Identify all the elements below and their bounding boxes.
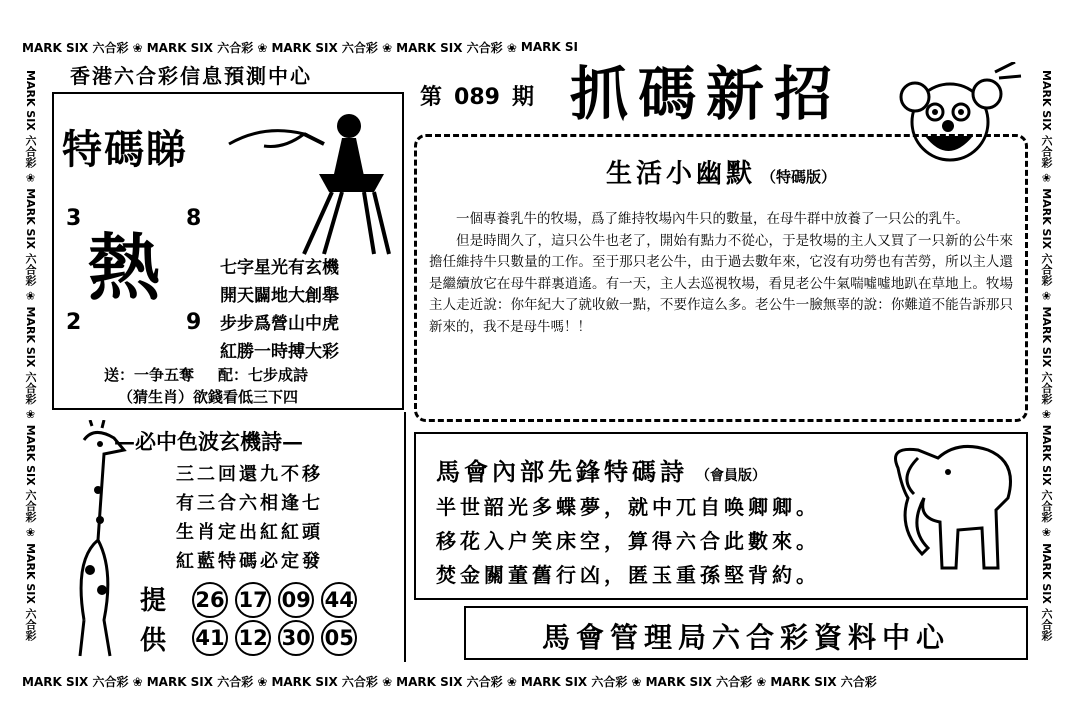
pioneer-header bbox=[436, 452, 766, 487]
strip-text: MARK SIX 六合彩 ❀ bbox=[271, 674, 393, 689]
strip-text: MARK SIX 六合彩 ❀ MARK SIX 六合彩 ❀ MARK SIX 六合彩 ❀ MARK SIX 六合彩 ❀ MARK SIX 六合彩 bbox=[1040, 70, 1053, 641]
poem-line: 步步爲營山中虎 bbox=[220, 314, 339, 334]
center-character: 熱 bbox=[88, 225, 161, 310]
humor-box bbox=[414, 134, 1028, 422]
strip-text: MARK SIX 六合彩 ❀ bbox=[520, 674, 642, 689]
poem-line: 紅藍特碼必定發 bbox=[176, 551, 323, 572]
number-ball: 41 bbox=[192, 620, 228, 656]
poem-line: 七字星光有玄機 bbox=[220, 258, 339, 278]
top-mark-six-strip bbox=[22, 36, 1058, 58]
humor-text bbox=[429, 209, 1013, 339]
numbers-row-2 bbox=[192, 620, 359, 656]
color-poem-box bbox=[52, 412, 406, 662]
send-match-line bbox=[104, 364, 308, 385]
humor-edition: （特碼版） bbox=[761, 168, 837, 186]
corner-number: 8 bbox=[186, 206, 202, 231]
strip-text: MARK SIX 六合彩 ❀ MARK SIX 六合彩 ❀ MARK SIX 六合彩 ❀ MARK SIX 六合彩 ❀ MARK SIX 六合彩 bbox=[24, 70, 37, 641]
poem-line: 三二回還九不移 bbox=[176, 464, 323, 485]
strip-text: MARK SIX 六合彩 ❀ bbox=[645, 674, 767, 689]
hot-code-title: 特碼睇 bbox=[62, 126, 188, 173]
strip-text: MARK SI bbox=[520, 40, 578, 54]
strip-text: MARK SIX 六合彩 ❀ bbox=[146, 40, 268, 55]
footer-text: 馬會管理局六合彩資料中心 bbox=[541, 621, 950, 654]
number-ball: 44 bbox=[321, 582, 357, 618]
bottom-mark-six-strip bbox=[22, 670, 1058, 692]
corner-number: 3 bbox=[66, 206, 82, 231]
strip-text: MARK SIX 六合彩 ❀ bbox=[271, 40, 393, 55]
poem-line: 開天闢地大創舉 bbox=[220, 286, 339, 306]
humor-header bbox=[417, 153, 1025, 190]
humor-title: 生活小幽默 bbox=[605, 159, 756, 189]
poem-line: 半世韶光多蝶夢，就中兀自唤卿卿。 bbox=[436, 495, 820, 519]
pioneer-title: 馬會內部先鋒特碼詩 bbox=[436, 457, 688, 486]
giraffe-illustration bbox=[54, 420, 134, 660]
number-ball: 17 bbox=[235, 582, 271, 618]
dancer-illustration bbox=[224, 104, 399, 264]
hot-poem bbox=[220, 254, 339, 366]
elephant-illustration bbox=[878, 438, 1023, 588]
strip-text: MARK SIX 六合彩 bbox=[770, 674, 877, 689]
guess-label: （猜生肖）欲錢看低三下四 bbox=[118, 388, 299, 406]
footer-box bbox=[464, 606, 1028, 660]
offer-label: 提 bbox=[140, 586, 167, 616]
issue-number: 089 bbox=[454, 85, 500, 110]
issue-prefix: 第 bbox=[420, 84, 443, 110]
left-mark-six-strip bbox=[22, 70, 44, 670]
number-ball: 05 bbox=[321, 620, 357, 656]
corner-number: 9 bbox=[186, 310, 202, 335]
number-ball: 09 bbox=[278, 582, 314, 618]
numbers-row-1 bbox=[192, 582, 359, 618]
poem-line: 移花入户笑床空，算得六合此數來。 bbox=[436, 529, 820, 553]
humor-paragraph: 一個專養乳牛的牧場，爲了維持牧場內牛只的數量，在母牛群中放養了一只公的乳牛。 bbox=[456, 211, 969, 227]
strip-text: MARK SIX 六合彩 ❀ bbox=[146, 674, 268, 689]
pioneer-box bbox=[414, 432, 1028, 600]
pioneer-poem bbox=[436, 490, 820, 592]
strip-text: MARK SIX 六合彩 ❀ bbox=[396, 40, 517, 55]
offer-label: 供 bbox=[140, 626, 167, 656]
issue-line bbox=[420, 80, 534, 111]
hot-code-box bbox=[52, 92, 404, 410]
color-poem-title: —必中色波玄機詩— bbox=[114, 429, 303, 454]
strip-text: MARK SIX 六合彩 ❀ bbox=[396, 674, 517, 689]
issue-suffix: 期 bbox=[511, 84, 534, 110]
strip-text: MARK SIX 六合彩 ❀ bbox=[22, 674, 143, 689]
main-title: 抓碼新招 bbox=[570, 60, 843, 128]
number-ball: 12 bbox=[235, 620, 271, 656]
color-poem bbox=[176, 460, 323, 576]
poem-line: 焚金關董舊行凶，匿玉重孫堅背約。 bbox=[436, 563, 820, 587]
strip-text: MARK SIX 六合彩 ❀ bbox=[22, 40, 143, 55]
poem-line: 紅勝一時搏大彩 bbox=[220, 342, 339, 362]
pioneer-edition: （會員版） bbox=[696, 468, 766, 484]
number-ball: 30 bbox=[278, 620, 314, 656]
right-mark-six-strip bbox=[1038, 70, 1060, 670]
send-label: 送：一争五奪 bbox=[104, 366, 195, 384]
poem-line: 生肖定出紅紅頭 bbox=[176, 522, 323, 543]
humor-paragraph: 但是時間久了，這只公牛也老了，開始有點力不從心，于是牧場的主人又買了一只新的公牛來擔任維持牛只數量的工作。至于那只老公牛，由于過去數年來，它沒有功勞也有苦勞，所以主人還是繼續放它在母牛群裏逍遙。有一天，主人去巡視牧場，看見老公牛氣喘噓噓地趴在草地上。牧場主人走近說：你年紀大了就收斂一點，不要作這么多。老公牛一臉無辜的說：你難道不能告訴那只新來的，我不是母牛嗎！！ bbox=[429, 232, 1013, 335]
center-name: 香港六合彩信息預測中心 bbox=[70, 64, 312, 88]
poem-line: 有三合六相逢七 bbox=[176, 493, 323, 514]
match-label: 配：七步成詩 bbox=[218, 366, 309, 384]
corner-number: 2 bbox=[66, 310, 82, 335]
number-ball: 26 bbox=[192, 582, 228, 618]
